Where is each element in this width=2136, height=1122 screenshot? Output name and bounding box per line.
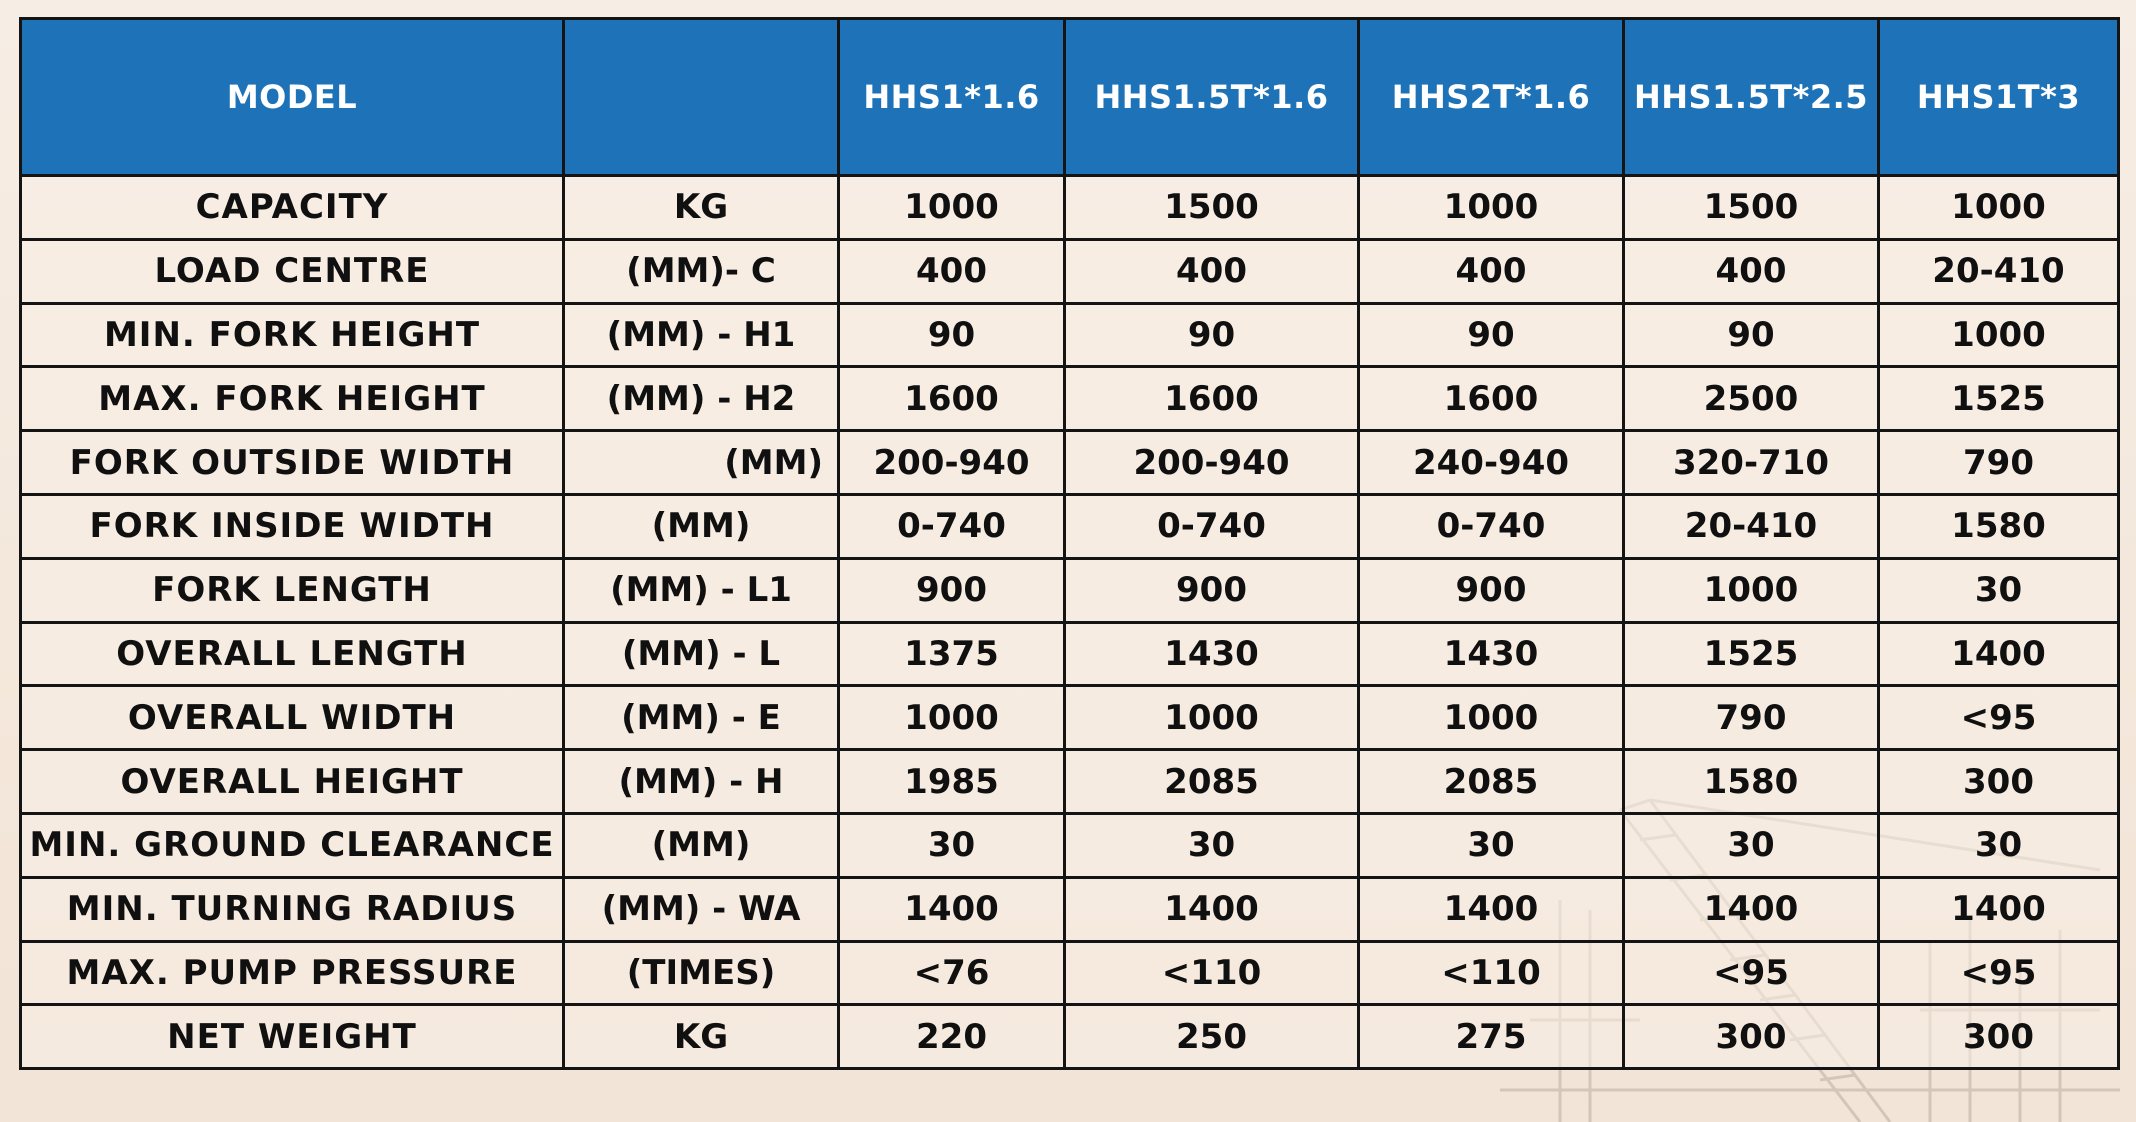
parameter-cell: FORK OUTSIDE WIDTH [21,431,564,495]
value-cell: 90 [1624,303,1879,367]
value-cell: 1500 [1624,176,1879,240]
unit-cell: (MM) - E [564,686,839,750]
value-cell: 400 [1065,239,1359,303]
value-cell: 1400 [1065,877,1359,941]
value-cell: 0-740 [839,494,1065,558]
value-cell: 1525 [1624,622,1879,686]
model-column-header: HHS1T*3 [1879,19,2119,176]
value-cell: 1400 [839,877,1065,941]
model-column-header: HHS1*1.6 [839,19,1065,176]
unit-cell: (MM) - L [564,622,839,686]
value-cell: <110 [1065,941,1359,1005]
value-cell: 2085 [1065,750,1359,814]
value-cell: 790 [1879,431,2119,495]
model-column-header: HHS1.5T*2.5 [1624,19,1879,176]
value-cell: 30 [839,813,1065,877]
parameter-cell: FORK LENGTH [21,558,564,622]
value-cell: 30 [1879,813,2119,877]
value-cell: 0-740 [1065,494,1359,558]
value-cell: 0-740 [1359,494,1624,558]
value-cell: 320-710 [1624,431,1879,495]
unit-header [564,19,839,176]
value-cell: 300 [1879,1005,2119,1069]
value-cell: 1000 [1359,686,1624,750]
table-row [21,494,2119,558]
value-cell: 2085 [1359,750,1624,814]
parameter-cell: OVERALL WIDTH [21,686,564,750]
value-cell: 1430 [1359,622,1624,686]
value-cell: 30 [1624,813,1879,877]
value-cell: 1580 [1624,750,1879,814]
value-cell: 1400 [1624,877,1879,941]
parameter-cell: OVERALL LENGTH [21,622,564,686]
model-column-header: HHS1.5T*1.6 [1065,19,1359,176]
value-cell: 790 [1624,686,1879,750]
model-column-header: HHS2T*1.6 [1359,19,1624,176]
value-cell: 200-940 [839,431,1065,495]
value-cell: 275 [1359,1005,1624,1069]
value-cell: 30 [1879,558,2119,622]
value-cell: 1400 [1879,622,2119,686]
parameter-cell: MIN. TURNING RADIUS [21,877,564,941]
value-cell: 400 [839,239,1065,303]
value-cell: 1000 [1879,176,2119,240]
value-cell: 1500 [1065,176,1359,240]
value-cell: 400 [1359,239,1624,303]
value-cell: 1000 [1359,176,1624,240]
table-row [21,367,2119,431]
value-cell: 1985 [839,750,1065,814]
table-row [21,813,2119,877]
value-cell: 1000 [1065,686,1359,750]
parameter-cell: MIN. GROUND CLEARANCE [21,813,564,877]
value-cell: 1000 [839,686,1065,750]
unit-cell: (MM) - H2 [564,367,839,431]
value-cell: 1600 [1359,367,1624,431]
value-cell: <76 [839,941,1065,1005]
specification-table [19,17,2120,1070]
value-cell: 30 [1359,813,1624,877]
value-cell: 1000 [839,176,1065,240]
value-cell: 1000 [1624,558,1879,622]
value-cell: <95 [1879,686,2119,750]
value-cell: 90 [1065,303,1359,367]
unit-cell: (MM) [564,494,839,558]
value-cell: 2500 [1624,367,1879,431]
unit-cell: (MM) - H1 [564,303,839,367]
parameter-cell: MAX. FORK HEIGHT [21,367,564,431]
value-cell: 90 [839,303,1065,367]
value-cell: <95 [1624,941,1879,1005]
value-cell: 240-940 [1359,431,1624,495]
unit-cell: (MM)- C [564,239,839,303]
value-cell: 20-410 [1624,494,1879,558]
value-cell: 90 [1359,303,1624,367]
unit-cell: (MM) [564,431,839,495]
value-cell: 200-940 [1065,431,1359,495]
table-row [21,877,2119,941]
parameter-cell: LOAD CENTRE [21,239,564,303]
unit-cell: (MM) - WA [564,877,839,941]
value-cell: 30 [1065,813,1359,877]
table-row [21,1005,2119,1069]
table-row [21,558,2119,622]
value-cell: 1600 [839,367,1065,431]
value-cell: 400 [1624,239,1879,303]
table-row [21,686,2119,750]
table-row [21,622,2119,686]
model-header: MODEL [21,19,564,176]
table-row [21,176,2119,240]
unit-cell: KG [564,176,839,240]
value-cell: 1580 [1879,494,2119,558]
table-row [21,303,2119,367]
value-cell: 900 [1359,558,1624,622]
parameter-cell: MAX. PUMP PRESSURE [21,941,564,1005]
value-cell: <95 [1879,941,2119,1005]
parameter-cell: CAPACITY [21,176,564,240]
unit-cell: (MM) - H [564,750,839,814]
table-row [21,431,2119,495]
table-row [21,941,2119,1005]
parameter-cell: MIN. FORK HEIGHT [21,303,564,367]
unit-cell: (MM) [564,813,839,877]
value-cell: 20-410 [1879,239,2119,303]
header-row [21,19,2119,176]
table-row [21,239,2119,303]
unit-cell: (MM) - L1 [564,558,839,622]
unit-cell: (TIMES) [564,941,839,1005]
value-cell: 1525 [1879,367,2119,431]
value-cell: 1000 [1879,303,2119,367]
value-cell: 300 [1624,1005,1879,1069]
parameter-cell: OVERALL HEIGHT [21,750,564,814]
value-cell: 1600 [1065,367,1359,431]
unit-cell: KG [564,1005,839,1069]
value-cell: 1400 [1879,877,2119,941]
value-cell: 1375 [839,622,1065,686]
value-cell: 900 [839,558,1065,622]
value-cell: 300 [1879,750,2119,814]
parameter-cell: NET WEIGHT [21,1005,564,1069]
value-cell: 250 [1065,1005,1359,1069]
value-cell: 900 [1065,558,1359,622]
value-cell: <110 [1359,941,1624,1005]
value-cell: 1430 [1065,622,1359,686]
table-row [21,750,2119,814]
parameter-cell: FORK INSIDE WIDTH [21,494,564,558]
value-cell: 1400 [1359,877,1624,941]
value-cell: 220 [839,1005,1065,1069]
table-body [21,176,2119,1069]
